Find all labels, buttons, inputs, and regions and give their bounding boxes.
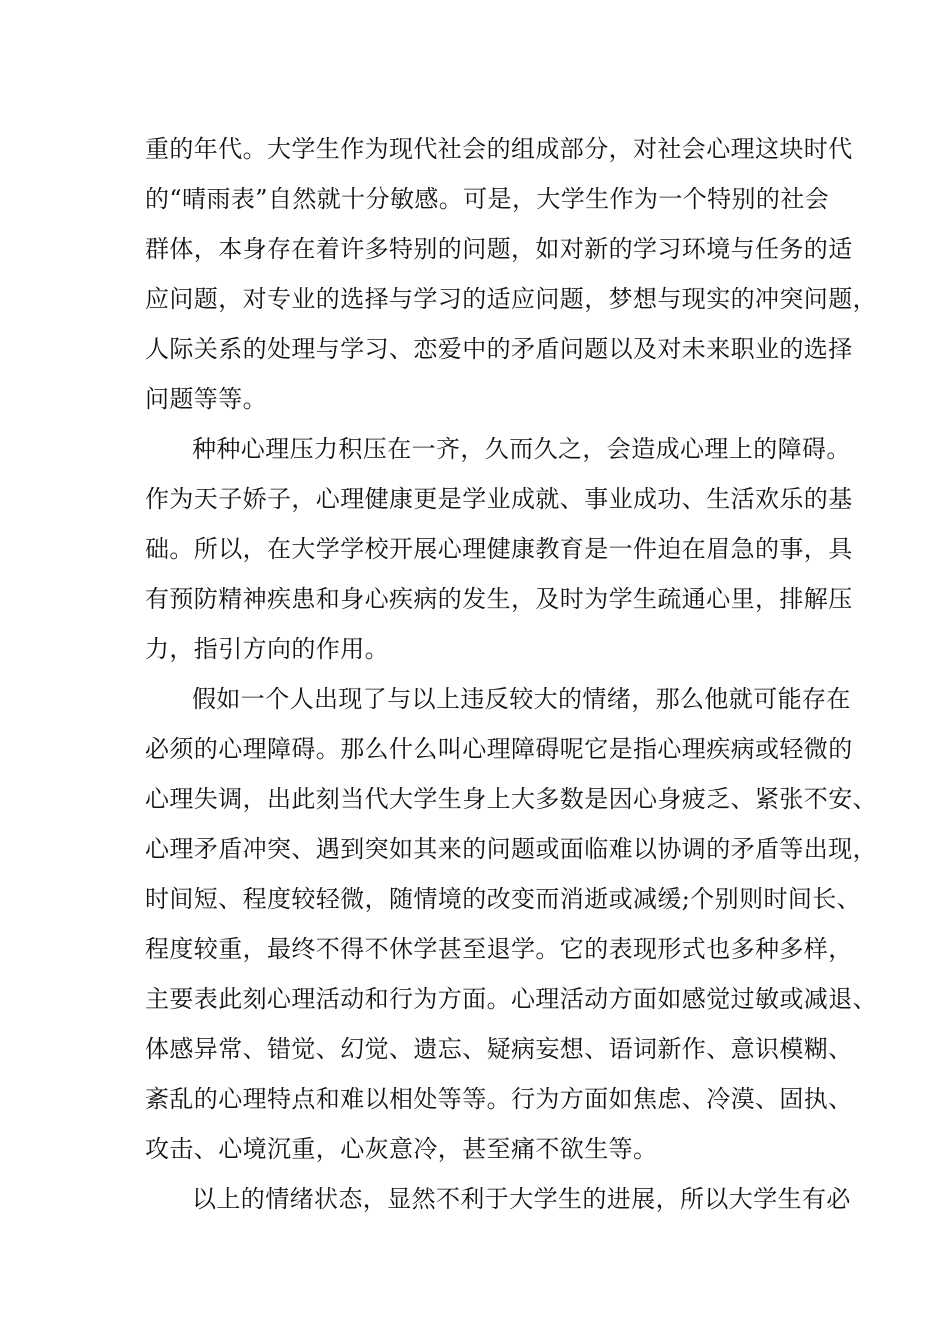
- text-line: 力，指引方向的作用。: [145, 635, 389, 663]
- paragraph-first-line: 假如一个人出现了与以上违反较大的情绪，那么他就可能存在: [192, 685, 851, 713]
- text-line: 程度较重，最终不得不休学甚至退学。它的表现形式也多种多样，: [145, 935, 853, 963]
- text-line: 主要表此刻心理活动和行为方面。心理活动方面如感觉过敏或减退、: [145, 985, 877, 1013]
- text-line: 础。所以，在大学学校开展心理健康教育是一件迫在眉急的事，具: [145, 535, 853, 563]
- paragraph-first-line: 以上的情绪状态，显然不利于大学生的进展，所以大学生有必: [192, 1185, 851, 1213]
- text-line: 群体，本身存在着许多特别的问题，如对新的学习环境与任务的适: [145, 235, 853, 263]
- text-line: 的“晴雨表”自然就十分敏感。可是，大学生作为一个特别的社会: [145, 185, 830, 213]
- text-line: 紊乱的心理特点和难以相处等等。行为方面如焦虑、冷漠、固执、: [145, 1085, 853, 1113]
- text-line: 攻击、心境沉重，心灰意冷，甚至痛不欲生等。: [145, 1135, 658, 1163]
- text-line: 心理失调，出此刻当代大学生身上大多数是因心身疲乏、紧张不安、: [145, 785, 877, 813]
- text-line: 人际关系的处理与学习、恋爱中的矛盾问题以及对未来职业的选择: [145, 335, 853, 363]
- text-line: 心理矛盾冲突、遇到突如其来的问题或面临难以协调的矛盾等出现，: [145, 835, 877, 863]
- text-line: 体感异常、错觉、幻觉、遗忘、疑病妄想、语词新作、意识模糊、: [145, 1035, 853, 1063]
- text-line: 有预防精神疾患和身心疾病的发生，及时为学生疏通心里，排解压: [145, 585, 853, 613]
- text-line: 应问题，对专业的选择与学习的适应问题，梦想与现实的冲突问题，: [145, 285, 877, 313]
- paragraph-first-line: 种种心理压力积压在一齐，久而久之，会造成心理上的障碍。: [192, 435, 851, 463]
- text-line: 问题等等。: [145, 385, 267, 413]
- text-line: 作为天子娇子，心理健康更是学业成就、事业成功、生活欢乐的基: [145, 485, 853, 513]
- text-line: 重的年代。大学生作为现代社会的组成部分，对社会心理这块时代: [145, 135, 853, 163]
- text-line: 时间短、程度较轻微，随情境的改变而消逝或减缓;个别则时间长、: [145, 885, 862, 913]
- text-line: 必须的心理障碍。那么什么叫心理障碍呢它是指心理疾病或轻微的: [145, 735, 853, 763]
